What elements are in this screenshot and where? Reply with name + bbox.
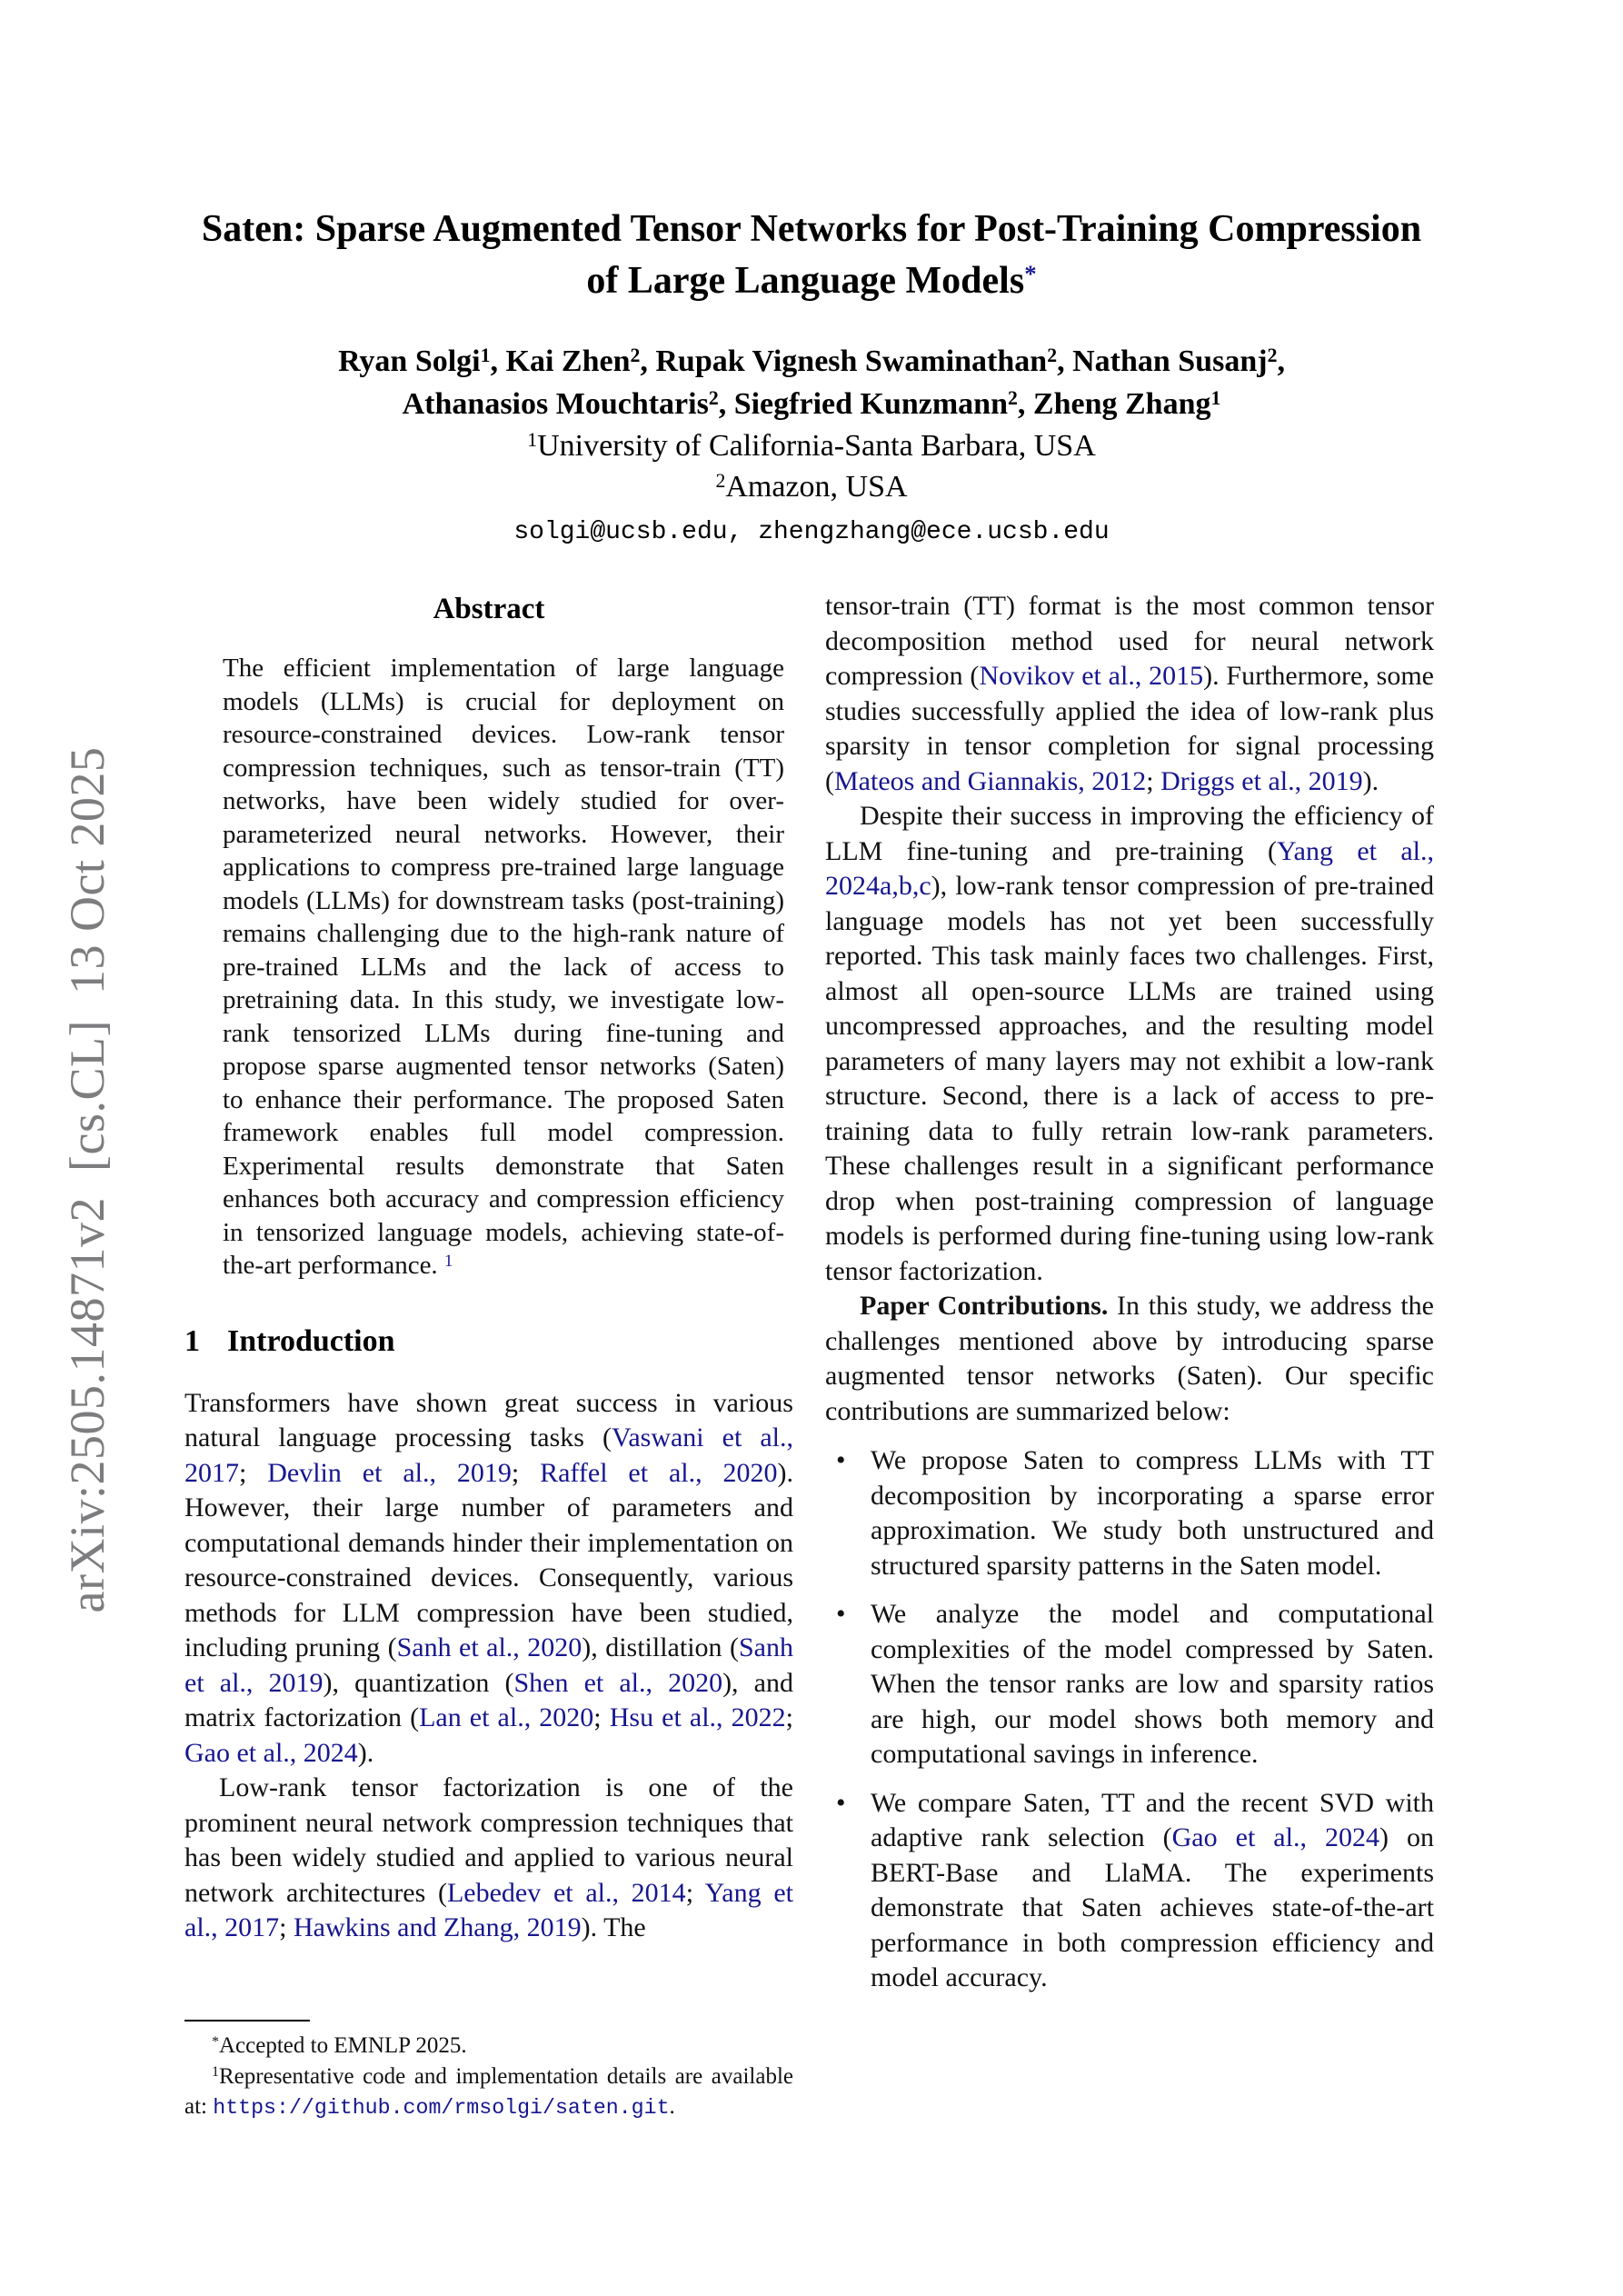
- authors-line-1: Ryan Solgi$^1$, Kai Zhen$^2$, Rupak Vignesh Swaminathan$^2$, Nathan Susanj$^2$,: [338, 344, 1285, 378]
- citation-link[interactable]: Lan et al., 2020: [419, 1702, 594, 1732]
- section-heading-introduction: [184, 1324, 793, 1359]
- affiliation-line-1: $^1$University of California-Santa Barbara, USA: [527, 429, 1096, 463]
- title-thanks-link[interactable]: *: [1024, 259, 1037, 287]
- citation-link[interactable]: Lebedev et al., 2014: [446, 1877, 686, 1908]
- email-line: solgi@ucsb.edu, zhengzhang@ece.ucsb.edu: [513, 518, 1110, 546]
- citation-link[interactable]: Devlin et al., 2019: [267, 1457, 512, 1488]
- contribution-bullet-2: [825, 1597, 1434, 1772]
- citation-link[interactable]: Vaswani et al., 2017: [184, 1423, 793, 1488]
- citation-link[interactable]: Mateos and Giannakis, 2012: [834, 765, 1147, 796]
- citation-link[interactable]: Gao et al., 2024: [1171, 1822, 1379, 1852]
- github-url-link[interactable]: https://github.com/rmsolgi/saten.git: [213, 2096, 670, 2120]
- section-title: Introduction: [227, 1323, 395, 1358]
- citation-link[interactable]: Novikov et al., 2015: [979, 661, 1204, 691]
- contribution-bullet-3-text: We compare Saten, TT and the recent SVD with adaptive rank selection (Gao et al., 2024) on BERT-Base and LlaMA. The experiments demonstrate that Saten achieves state-of-the-art performance in both compression efficiency and model accuracy.: [871, 1787, 1434, 1992]
- citation-link[interactable]: Shen et al., 2020: [513, 1667, 723, 1698]
- section-number: 1: [184, 1323, 200, 1358]
- right-paragraph-2: Despite their success in improving the efficiency of LLM fine-tuning and pre-training (Yang et al., 2024a,b,c), low-rank tensor compression of pre-trained language models has not yet been successfully reported. This task mainly faces two challenges. First, almost all open-source LLMs are trained using uncompressed approaches, and the resulting model parameters of many layers may not exhibit a low-rank structure. Second, there is a lack of access to pre-training data to fully retrain low-rank parameters. These challenges result in a significant performance drop when post-training compression of language models is performed during fine-tuning using low-rank tensor factorization.: [825, 801, 1435, 1286]
- bullet-icon: •: [836, 1787, 846, 1818]
- footnote-ref-link[interactable]: 1: [443, 1251, 453, 1271]
- citation-link[interactable]: Hsu et al., 2022: [609, 1702, 786, 1732]
- contribution-bullet-2-text: We analyze the model and computational complexities of the model compressed by Saten. When the tensor ranks are low and sparsity ratios are high, our model shows both memory and computational savings in inference.: [871, 1599, 1434, 1769]
- citation-link[interactable]: Sanh et al., 2020: [396, 1632, 582, 1662]
- citation-link[interactable]: Gao et al., 2024: [184, 1737, 358, 1768]
- abstract-heading: Abstract: [433, 593, 545, 625]
- contribution-bullet-1-text: We propose Saten to compress LLMs with TT decomposition by incorporating a sparse error approximation. We study both unstructured and structured sparsity patterns in the Saten model.: [871, 1445, 1434, 1581]
- paper-title: [0, 204, 1623, 311]
- footnote-rule: [184, 2020, 310, 2021]
- arxiv-watermark: arXiv:2505.14871v2 [cs.CL] 13 Oct 2025: [60, 746, 115, 1613]
- paper-title-line1: Saten: Sparse Augmented Tensor Networks for Post-Training Compression: [201, 208, 1422, 250]
- footnote-block: [184, 2020, 793, 2122]
- contribution-bullet-3: [825, 1786, 1434, 1996]
- abstract-text: The efficient implementation of large language models (LLMs) is crucial for deployment on resource-constrained devices. Low-rank tensor compression techniques, such as tensor-train (TT) networks, have been widely studied for over-parameterized neural networks. However, their applications to compress pre-trained large language models (LLMs) for downstream tasks (post-training) remains challenging due to the high-rank nature of pre-trained LLMs and the lack of access to pretraining data. In this study, we investigate low-rank tensorized LLMs during fine-tuning and propose sparse augmented tensor networks (Saten) to enhance their performance. The proposed Saten framework enables full model compression. Experimental results demonstrate that Saten enhances both accuracy and compression efficiency in tensorized language models, achieving state-of-the-art performance. $^1$: [223, 654, 784, 1280]
- citation-link[interactable]: Sanh et al., 2019: [184, 1632, 793, 1698]
- left-column: [184, 593, 793, 1946]
- citation-link[interactable]: Driggs et al., 2019: [1160, 765, 1363, 796]
- author-block: [0, 342, 1623, 427]
- paper-title-line2: of Large Language Models*: [586, 259, 1037, 302]
- footnote-code: $^1$Representative code and implementation details are available at: https://github.com/rmsolgi/saten.git.: [184, 2063, 793, 2120]
- intro-paragraph-1: Transformers have shown great success in various natural language processing tasks (Vaswani et al., 2017; Devlin et al., 2019; Raffel et al., 2020). However, their large number of parameters and computational demands hinder their implementation on resource-constrained devices. Consequently, various methods for LLM compression have been studied, including pruning (Sanh et al., 2020), distillation (Sanh et al., 2019), quantization (Shen et al., 2020), and matrix factorization (Lan et al., 2020; Hsu et al., 2022; Gao et al., 2024).: [184, 1387, 794, 1768]
- citation-link[interactable]: Hawkins and Zhang, 2019: [294, 1912, 582, 1942]
- right-paragraph-1: tensor-train (TT) format is the most common tensor decomposition method used for neural network compression (Novikov et al., 2015). Furthermore, some studies successfully applied the idea of low-rank plus sparsity in tensor completion for signal processing (Mateos and Giannakis, 2012; Driggs et al., 2019).: [825, 591, 1434, 796]
- bullet-icon: •: [836, 1599, 846, 1629]
- contribution-bullet-1: [825, 1443, 1434, 1583]
- intro-paragraph-2: Low-rank tensor factorization is one of the prominent neural network compression techniques that has been widely studied and applied to various neural network architectures (Lebedev et al., 2014; Yang et al., 2017; Hawkins and Zhang, 2019). The: [184, 1772, 793, 1942]
- citation-link[interactable]: Raffel et al., 2020: [540, 1457, 778, 1488]
- paper-header: [0, 0, 1623, 546]
- bullet-icon: •: [836, 1445, 846, 1475]
- footnote-accepted: *Accepted to EMNLP 2025.: [212, 2033, 467, 2058]
- citation-link[interactable]: Yang et al., 2017: [184, 1877, 793, 1942]
- authors-line-2: Athanasios Mouchtaris$^2$, Siegfried Kunzmann$^2$, Zheng Zhang$^1$: [402, 387, 1221, 421]
- contribution-list: [825, 1443, 1434, 1996]
- affiliation-line-2: $^2$Amazon, USA: [715, 470, 908, 504]
- paper-contributions-paragraph: Paper Contributions. In this study, we address the challenges mentioned above by introducing sparse augmented tensor networks (Saten). Our specific contributions are summarized below:: [825, 1291, 1434, 1426]
- right-column: [825, 589, 1434, 2010]
- citation-link[interactable]: Yang et al., 2024a,b,c: [825, 835, 1435, 901]
